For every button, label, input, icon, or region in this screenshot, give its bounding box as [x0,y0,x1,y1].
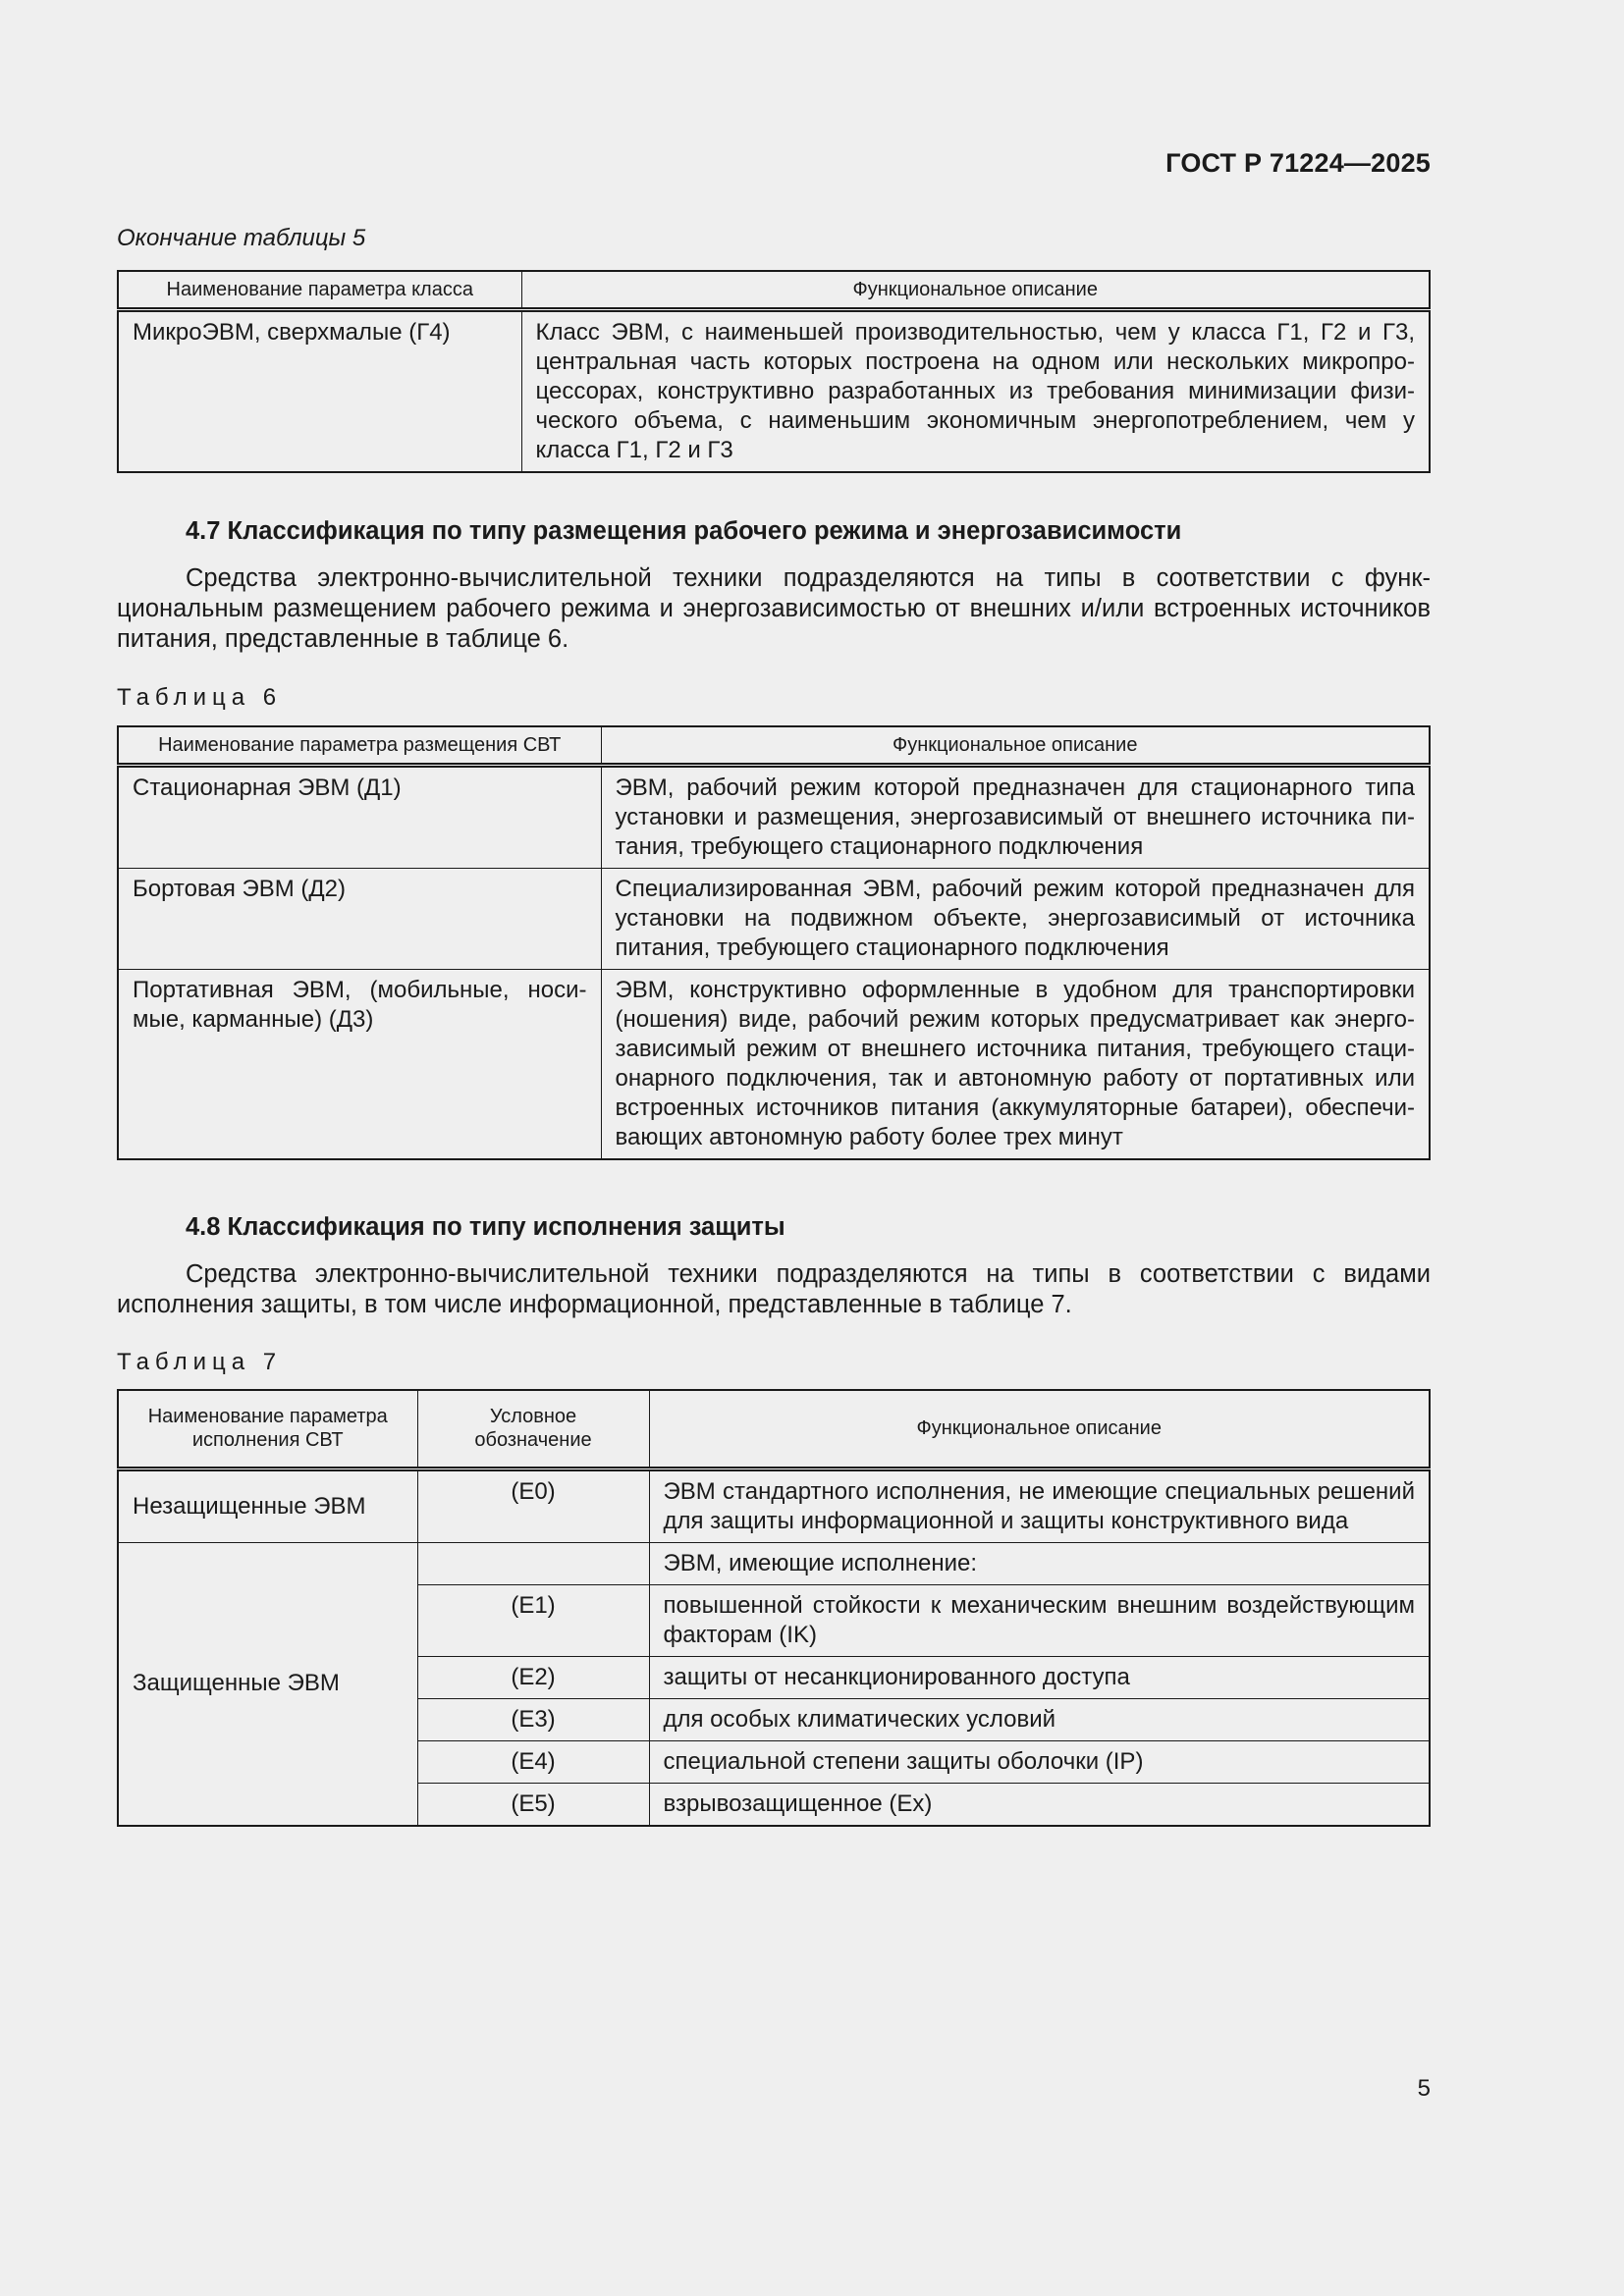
standard-number: ГОСТ Р 71224—2025 [1165,148,1431,178]
table7-cell-code [417,1542,649,1584]
table7-cell-param: Защищенные ЭВМ [118,1542,417,1826]
document-page [117,0,1431,2296]
table7-cell-code: (Е3) [417,1698,649,1740]
table6-cell-desc: ЭВМ, конструктивно оформленные в удобном для транспортировки (ношения) виде, рабочий режим которых предусматривает как энергозависимый режим от внешнего источника питания, требующего стационарного подключения, так и автономную работу от портативных или встроенных источников питания (аккумуляторные батареи), обеспечивающих автономную работу более трех минут [601,970,1430,1160]
table7-header-desc: Функциональное описание [649,1390,1430,1468]
table6-cell-param: Бортовая ЭВМ (Д2) [118,869,601,970]
table6-cell-desc: ЭВМ, рабочий режим которой предназначен для стационарного типа установки и размещения, энергозависимый от внешнего источника питания, требующего стационарного подключения [601,766,1430,869]
table-row [118,1542,1430,1584]
table-row [118,310,1430,473]
table6-caption: Таблица 6 [117,684,283,711]
table7-cell-desc: взрывозащищенное (Ex) [649,1783,1430,1826]
table7-cell-code: (Е4) [417,1740,649,1783]
table5-header-desc: Функциональное описание [521,271,1430,310]
table7-cell-code: (Е0) [417,1468,649,1542]
table7-cell-desc: ЭВМ стандартного исполнения, не имеющие специальных решений для защиты информационной и защиты конструктивного вида [649,1468,1430,1542]
table7-cell-code: (Е1) [417,1584,649,1656]
section-4-8-paragraph: Средства электронно-вычислительной техники подразделяются на типы в соответствии с видами исполнения защиты, в том числе информационной, представленные в таблице 7. [117,1260,1431,1318]
table6-cell-param: Портативная ЭВМ, (мобильные, носимые, карманные) (Д3) [118,970,601,1160]
section-4-7-paragraph: Средства электронно-вычислительной техники подразделяются на типы в соответствии с функциональным размещением рабочего режима и энергозависимостью от внешних и/или встроенных источников питания, представленные в таблице 6. [117,564,1431,653]
section-4-8-heading: 4.8 Классификация по типу исполнения защиты [186,1213,785,1241]
table7-cell-code: (Е5) [417,1783,649,1826]
table-row [118,766,1430,869]
table-row [118,970,1430,1160]
section-4-7-heading: 4.7 Классификация по типу размещения рабочего режима и энергозависимости [186,517,1182,545]
table7-header-param: Наименование параметра исполнения СВТ [118,1390,417,1468]
table7-header-code: Условное обозначение [417,1390,649,1468]
table5-cell-param: МикроЭВМ, сверхмалые (Г4) [118,310,521,473]
table-row [118,869,1430,970]
table5-cell-desc: Класс ЭВМ, с наименьшей производительностью, чем у класса Г1, Г2 и Г3, центральная часть которых построена на одном или нескольких микропроцессорах, конструктивно разработанных из требования минимизации физического объема, с наименьшим экономичным энергопотреблением, чем у класса Г1, Г2 и Г3 [521,310,1430,473]
table-6 [117,725,1431,1160]
table-row [118,1468,1430,1542]
table7-cell-desc: ЭВМ, имеющие исполнение: [649,1542,1430,1584]
table7-cell-desc: специальной степени защиты оболочки (IP) [649,1740,1430,1783]
table6-cell-param: Стационарная ЭВМ (Д1) [118,766,601,869]
table5-caption: Окончание таблицы 5 [117,225,366,251]
table6-cell-desc: Специализированная ЭВМ, рабочий режим которой предназначен для установки на подвижном объекте, энергозависимый от источника питания, требующего стационарного подключения [601,869,1430,970]
table7-cell-desc: повышенной стойкости к механическим внешним воздействующим факторам (IK) [649,1584,1430,1656]
table6-header-desc: Функциональное описание [601,726,1430,766]
table7-cell-desc: для особых климатических условий [649,1698,1430,1740]
table7-cell-param: Незащищенные ЭВМ [118,1468,417,1542]
table5-header-param: Наименование параметра класса [118,271,521,310]
table6-header-param: Наименование параметра размещения СВТ [118,726,601,766]
table7-cell-code: (Е2) [417,1656,649,1698]
page-number: 5 [1417,2075,1431,2102]
table7-cell-desc: защиты от несанкционированного доступа [649,1656,1430,1698]
table-7 [117,1389,1431,1827]
table7-caption: Таблица 7 [117,1349,283,1375]
table-5 [117,270,1431,473]
